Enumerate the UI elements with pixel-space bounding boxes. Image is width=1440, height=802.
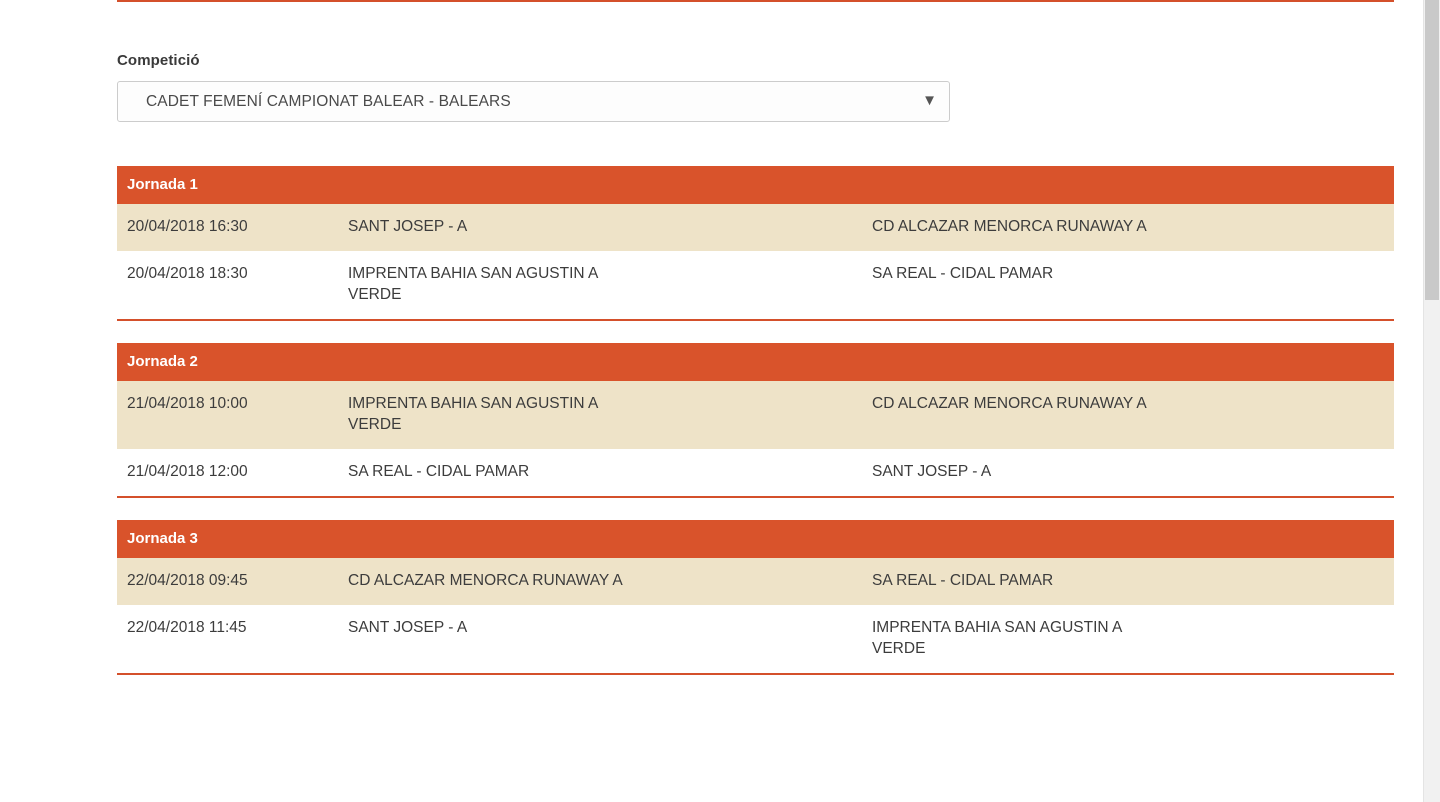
away-team: IMPRENTA BAHIA SAN AGUSTIN A VERDE — [862, 605, 1180, 674]
match-date: 20/04/2018 16:30 — [117, 204, 338, 251]
table-row[interactable] — [117, 449, 1394, 497]
home-score — [650, 449, 862, 497]
jornada-title: Jornada 1 — [117, 166, 1394, 204]
table-row[interactable] — [117, 558, 1394, 605]
jornada-title: Jornada 2 — [117, 343, 1394, 381]
table-row[interactable] — [117, 251, 1394, 320]
away-team: SA REAL - CIDAL PAMAR — [862, 558, 1180, 605]
table-row[interactable] — [117, 381, 1394, 449]
home-team: SA REAL - CIDAL PAMAR — [338, 449, 650, 497]
away-score — [1180, 204, 1394, 251]
table-row[interactable] — [117, 204, 1394, 251]
jornada-title: Jornada 3 — [117, 520, 1394, 558]
home-score — [650, 381, 862, 449]
table-row[interactable] — [117, 605, 1394, 674]
home-team: SANT JOSEP - A — [338, 605, 650, 674]
match-table — [117, 381, 1394, 498]
match-table — [117, 204, 1394, 321]
jornades-list — [117, 166, 1394, 675]
match-date: 20/04/2018 18:30 — [117, 251, 338, 320]
competition-select-value: CADET FEMENÍ CAMPIONAT BALEAR - BALEARS — [146, 93, 511, 110]
match-table — [117, 558, 1394, 675]
home-team: IMPRENTA BAHIA SAN AGUSTIN A VERDE — [338, 251, 650, 320]
match-date: 21/04/2018 10:00 — [117, 381, 338, 449]
away-team: CD ALCAZAR MENORCA RUNAWAY A — [862, 204, 1180, 251]
jornada-block — [117, 343, 1394, 498]
away-score — [1180, 251, 1394, 320]
match-date: 21/04/2018 12:00 — [117, 449, 338, 497]
away-team: SA REAL - CIDAL PAMAR — [862, 251, 1180, 320]
jornada-block — [117, 520, 1394, 675]
home-team: SANT JOSEP - A — [338, 204, 650, 251]
chevron-down-icon: ▼ — [922, 92, 937, 109]
match-date: 22/04/2018 11:45 — [117, 605, 338, 674]
away-score — [1180, 381, 1394, 449]
scrollbar-thumb[interactable] — [1425, 0, 1439, 300]
match-date: 22/04/2018 09:45 — [117, 558, 338, 605]
away-score — [1180, 605, 1394, 674]
main-content — [117, 0, 1394, 697]
jornada-block — [117, 166, 1394, 321]
away-score — [1180, 558, 1394, 605]
home-team: IMPRENTA BAHIA SAN AGUSTIN A VERDE — [338, 381, 650, 449]
competition-label: Competició — [117, 52, 200, 69]
page-scrollbar[interactable] — [1423, 0, 1440, 802]
away-team: SANT JOSEP - A — [862, 449, 1180, 497]
away-score — [1180, 449, 1394, 497]
home-score — [650, 251, 862, 320]
competition-select[interactable] — [117, 81, 950, 122]
home-score — [650, 204, 862, 251]
away-team: CD ALCAZAR MENORCA RUNAWAY A — [862, 381, 1180, 449]
home-score — [650, 605, 862, 674]
home-team: CD ALCAZAR MENORCA RUNAWAY A — [338, 558, 650, 605]
home-score — [650, 558, 862, 605]
